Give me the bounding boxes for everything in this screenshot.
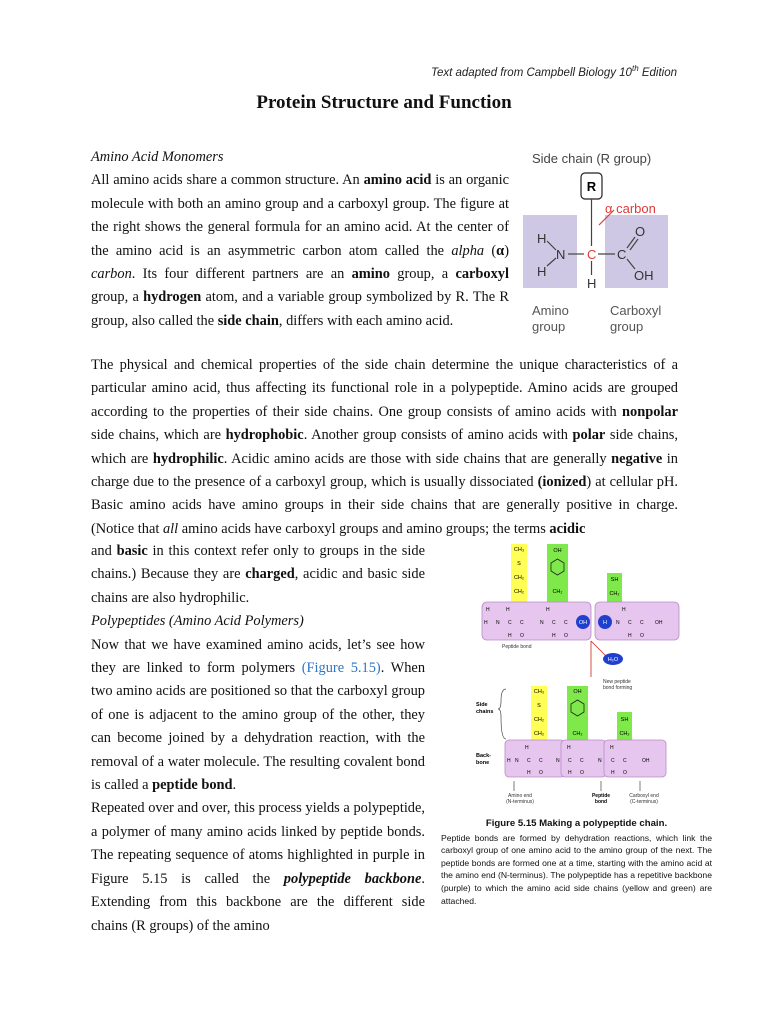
svg-text:H₂O: H₂O — [607, 657, 619, 663]
carbonyl-oxygen: O — [635, 224, 646, 239]
svg-text:N: N — [515, 758, 519, 764]
svg-text:N: N — [540, 620, 544, 626]
svg-text:H: H — [611, 770, 615, 776]
svg-text:C: C — [611, 758, 615, 764]
new-bond-label-line1: New peptide — [603, 679, 631, 685]
carboxyl-carbon-atom: C — [617, 247, 627, 262]
svg-text:H: H — [507, 758, 511, 764]
svg-text:O: O — [520, 633, 524, 639]
svg-text:CH₃: CH₃ — [533, 689, 545, 695]
svg-text:N: N — [496, 620, 500, 626]
svg-text:CH₂: CH₂ — [552, 589, 563, 595]
amino-h-bottom: H — [537, 264, 547, 279]
carboxyl-end-label-line2: (C-terminus) — [630, 799, 658, 805]
backbone-label-line2: bone — [476, 760, 490, 766]
svg-text:O: O — [564, 633, 568, 639]
nitrogen-atom: N — [556, 247, 566, 262]
svg-text:C: C — [539, 758, 543, 764]
carboxyl-end-label-line1: Carboxyl end — [629, 793, 659, 799]
svg-text:N: N — [556, 758, 560, 764]
svg-text:H: H — [486, 607, 490, 613]
source-note: Text adapted from Campbell Biology 10th Edition — [431, 64, 677, 79]
polypeptide-chain-figure — [470, 541, 682, 816]
subhead-polypeptides: Polypeptides (Amino Acid Polymers) — [91, 613, 304, 630]
svg-text:OH: OH — [553, 548, 562, 554]
side-chain-paragraph-block — [91, 354, 678, 541]
hydroxyl-group: OH — [634, 268, 654, 283]
paragraph-charged-side-chains: and basic in this context refer only to groups in the side chains.) Because they are charged, acidic and basic side chains are also hydrophilic. — [91, 543, 425, 606]
svg-text:C: C — [568, 758, 572, 764]
r-group-symbol: R — [586, 179, 597, 194]
paragraph-polypeptide-backbone: Repeated over and over, this process yields a polypeptide, a polymer of many amino acids linked by peptide bonds. The repeating sequence of atoms highlighted in purple in Figure 5.15 is called the polypeptide backbone. Extending from this backbone are the different side chains (R groups) of the amino — [91, 800, 425, 934]
paragraph-side-chain-properties: The physical and chemical properties of the side chain determine the unique characteristics of a particular amino acid, thus affecting its functional role in a polypeptide. Amino acids are grouped according to the properties of their side chains. One group consists of amino acids with nonpolar side chains, which are hydrophobic. Another group consists of amino acids with polar side chains, which are hydrophilic. Acidic amino acids are those with side chains that are generally negative in charge due to the presence of a carboxyl group, which is usually dissociated (ionized) at cellular pH. Basic amino acids have amino groups in their side chains that are generally positive in charge. (Notice that all amino acids have carboxyl groups and amino groups; the terms acidic — [91, 357, 679, 537]
svg-text:H: H — [567, 745, 571, 751]
side-chain-yellow-1 — [511, 544, 527, 604]
svg-text:H: H — [527, 770, 531, 776]
svg-text:O: O — [580, 770, 584, 776]
amino-acid-structure-figure — [523, 142, 693, 337]
svg-text:H: H — [603, 620, 607, 626]
svg-text:H: H — [552, 633, 556, 639]
svg-text:S: S — [517, 561, 521, 567]
svg-text:H: H — [508, 633, 512, 639]
svg-text:O: O — [640, 633, 644, 639]
carboxyl-group-label-line1: Carboxyl — [610, 303, 662, 318]
svg-text:C: C — [640, 620, 644, 626]
side-chains-label-line1: Side — [476, 702, 488, 708]
svg-text:CH₂: CH₂ — [513, 589, 525, 595]
svg-text:C: C — [623, 758, 627, 764]
svg-text:N: N — [598, 758, 602, 764]
svg-text:C: C — [527, 758, 531, 764]
alpha-h-atom: H — [587, 276, 597, 291]
amino-end-label-line1: Amino end — [508, 793, 532, 799]
peptide-bond-bottom-line1: Peptide — [591, 793, 611, 799]
svg-text:H: H — [610, 745, 614, 751]
svg-text:S: S — [537, 703, 541, 709]
svg-text:H: H — [506, 607, 510, 613]
paragraph-amino-acid-structure: All amino acids share a common structure. An amino acid is an organic molecule with both an amino group and a carboxyl group. The figure at the right shows the general formula for an amino acid. At the center of the amino acid is an asymmetric carbon atom called the alpha (α) carbon. Its four different partners are an amino group, a carboxyl group, a hydrogen atom, and a variable group symbolized by R. The R group, also called the side chain, differs with each amino acid. — [91, 172, 510, 329]
svg-text:O: O — [539, 770, 543, 776]
amino-end-label-line2: (N-terminus) — [506, 799, 534, 805]
caption-body: Peptide bonds are formed by dehydration reactions, which link the carboxyl group of one amino acid to the amino group of the next. The peptide bonds are formed one at a time, starting with the amino acid at the amino end (N-terminus). The polypeptide has a repetitive backbone (purple) to which the amino acid side chains (yellow and green) are attached. — [441, 832, 712, 906]
backbone-label-line1: Back- — [476, 753, 491, 759]
intro-column — [91, 146, 509, 333]
amino-group-label-line2: group — [532, 319, 566, 334]
svg-text:CH₂: CH₂ — [533, 717, 545, 723]
svg-text:CH₂: CH₂ — [513, 575, 525, 581]
svg-text:C: C — [628, 620, 632, 626]
alpha-carbon-atom: C — [587, 247, 597, 262]
svg-text:C: C — [564, 620, 568, 626]
side-chain-label: Side chain (R group) — [532, 151, 652, 166]
water-arrow — [591, 641, 606, 656]
polypeptide-column — [91, 540, 425, 938]
svg-text:CH₂: CH₂ — [572, 731, 583, 737]
svg-text:CH₂: CH₂ — [619, 731, 630, 737]
figure-5-15-link[interactable]: (Figure 5.15) — [301, 660, 381, 677]
peptide-bond-top-label: Peptide bond — [502, 644, 532, 650]
paragraph-peptide-bond: Now that we have examined amino acids, let’s see how they are linked to form polymers (Figure 5.15). When two amino acids are positioned so that the carboxyl group of one is adjacent to the amino group of the other, they can become joined by a dehydration reaction, with the removal of a water molecule. The resulting covalent bond is called a peptide bond. — [91, 636, 426, 794]
svg-text:H: H — [525, 745, 529, 751]
amino-group-shading — [523, 215, 577, 288]
svg-text:C: C — [580, 758, 584, 764]
svg-text:OH: OH — [642, 758, 650, 764]
svg-text:O: O — [623, 770, 627, 776]
amino-group-label-line1: Amino — [532, 303, 569, 318]
peptide-bond-bottom-line2: bond — [594, 799, 608, 805]
svg-text:SH: SH — [620, 717, 629, 723]
svg-text:OH: OH — [578, 620, 588, 626]
svg-text:H: H — [546, 607, 550, 613]
svg-text:H: H — [484, 620, 488, 626]
caption-title: Figure 5.15 Making a polypeptide chain. — [485, 818, 668, 829]
subhead-amino-acid-monomers: Amino Acid Monomers — [91, 149, 224, 165]
svg-text:CH₂: CH₂ — [533, 731, 545, 737]
alpha-carbon-label: α carbon — [605, 201, 656, 216]
figure-caption — [441, 818, 712, 907]
svg-text:CH₃: CH₃ — [513, 547, 525, 553]
svg-text:H: H — [568, 770, 572, 776]
svg-text:OH: OH — [655, 620, 663, 626]
svg-text:C: C — [552, 620, 556, 626]
page-title: Protein Structure and Function — [256, 92, 512, 113]
svg-text:H: H — [628, 633, 632, 639]
svg-text:CH₂: CH₂ — [609, 591, 620, 597]
new-bond-label-line2: bond forming — [603, 685, 633, 691]
svg-text:OH: OH — [573, 689, 582, 695]
svg-text:C: C — [508, 620, 512, 626]
svg-text:C: C — [520, 620, 524, 626]
svg-text:H: H — [622, 607, 626, 613]
carboxyl-group-label-line2: group — [610, 319, 644, 334]
svg-text:SH: SH — [610, 577, 619, 583]
svg-text:N: N — [616, 620, 620, 626]
side-chains-label-line2: chains — [476, 709, 494, 715]
amino-h-top: H — [537, 231, 547, 246]
